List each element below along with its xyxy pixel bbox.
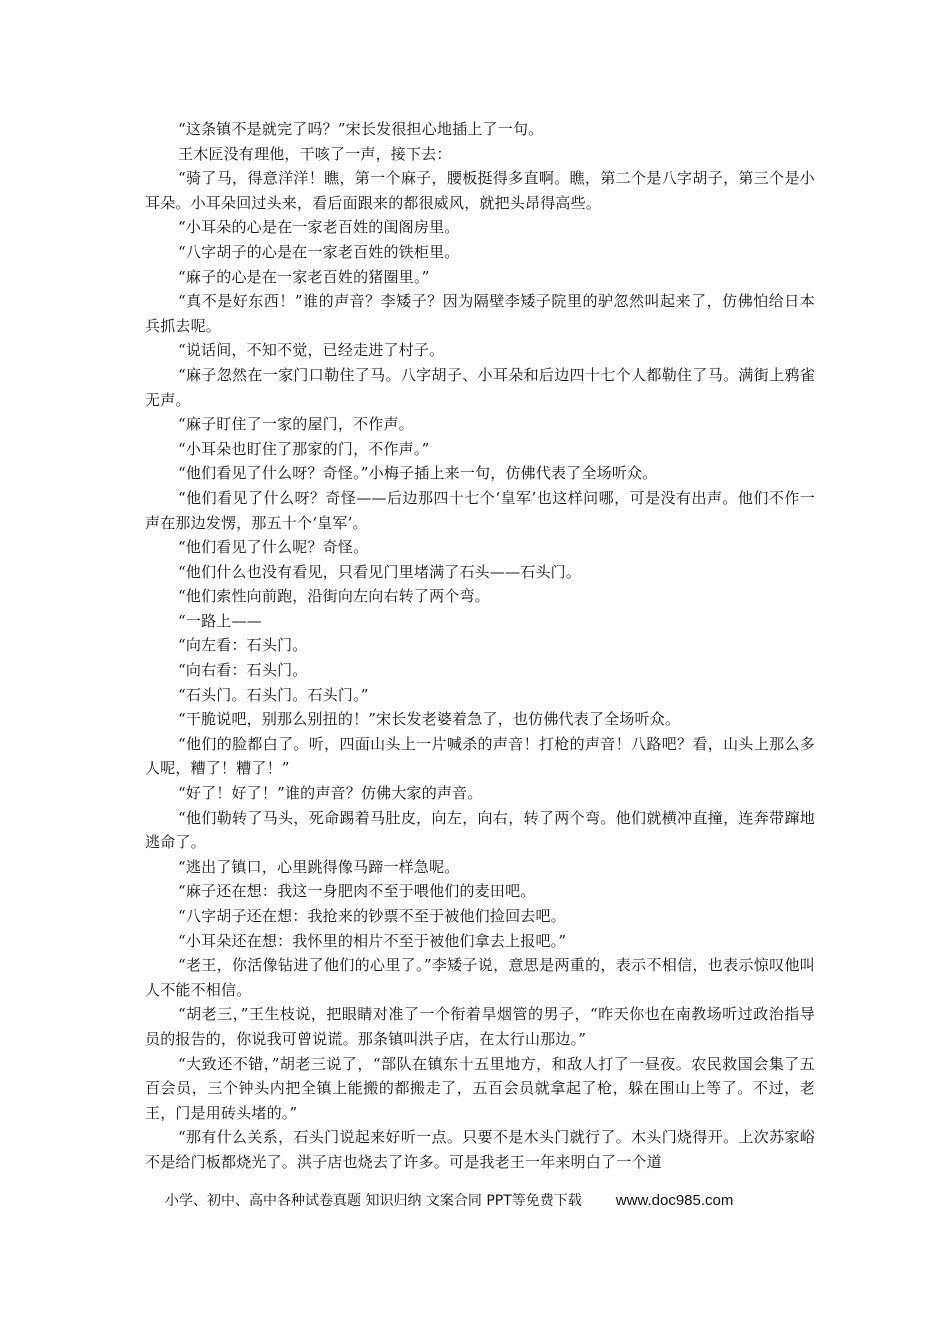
paragraph: “他们看见了什么呀？奇怪——后边那四十七个‘皇军’也这样问哪，可是没有出声。他们不作一声在那边发愣，那五十个‘皇军’。 (145, 488, 815, 532)
paragraph: “小耳朵还在想：我怀里的相片不至于被他们拿去上报吧。” (178, 931, 567, 950)
paragraph: “麻子的心是在一家老百姓的猪圈里。” (178, 267, 430, 286)
paragraph: “这条镇不是就完了吗？”宋长发很担心地插上了一句。 (178, 120, 544, 138)
paragraph: “向左看：石头门。 (178, 636, 308, 655)
paragraph: “石头门。石头门。石头门。” (178, 685, 369, 704)
paragraph: “真不是好东西！”谁的声音？李矮子？因为隔壁李矮子院里的驴忽然叫起来了，仿佛怕给日本兵抓去呢。 (145, 292, 815, 335)
paragraph: “他们勒转了马头，死命踢着马肚皮，向左，向右，转了两个弯。他们就横冲直撞，连奔带蹿地逃命了。 (145, 808, 815, 852)
paragraph: “向右看：石头门。 (178, 661, 308, 680)
paragraph: “他们看见了什么呀？奇怪。”小梅子插上来一句，仿佛代表了全场听众。 (178, 464, 658, 483)
paragraph: “麻子忽然在一家门口勒住了马。八字胡子、小耳朵和后边四十七个人都勒住了马。满街上鸦雀无声。 (145, 365, 815, 409)
paragraph: “干脆说吧，别那么别扭的！”宋长发老婆着急了，也仿佛代表了全场听众。 (178, 710, 681, 729)
paragraph: “小耳朵的心是在一家老百姓的闺阁房里。 (178, 218, 460, 237)
paragraph: “说话间，不知不觉，已经走进了村子。 (178, 341, 445, 360)
paragraph: “麻子盯住了一家的屋门，不作声。 (178, 415, 414, 434)
paragraph: 王木匠没有理他，干咳了一声，接下去： (178, 144, 452, 163)
paragraph: “他们索性向前跑，沿街向左向右转了两个弯。 (178, 587, 490, 606)
page-footer (165, 1190, 805, 1212)
paragraph: “好了！好了！”谁的声音？仿佛大家的声音。 (178, 784, 483, 803)
paragraph: “胡老三，”王生枝说，把眼睛对准了一个衔着旱烟管的男子，“昨天你也在南教场听过政治指导员的报告的，你说我可曾说谎。那条镇叫洪子店，在太行山那边。” (145, 1005, 815, 1048)
paragraph: “他们看见了什么呢？奇怪。 (178, 538, 369, 557)
footer-url: www.doc985.com (615, 1192, 734, 1209)
paragraph: “麻子还在想：我这一身肥肉不至于喂他们的麦田吧。 (178, 882, 536, 901)
paragraph: “八字胡子的心是在一家老百姓的铁柜里。 (178, 242, 460, 261)
paragraph: “他们的脸都白了。听，四面山头上一片喊杀的声音！打枪的声音！八路吧？看，山头上那么多人呢，糟了！糟了！” (145, 734, 815, 778)
paragraph: “老王，你活像钻进了他们的心里了。”李矮子说，意思是两重的，表示不相信，也表示惊叹他叫人不能不相信。 (145, 956, 815, 999)
paragraph: “大致还不错，”胡老三说了，“部队在镇东十五里地方，和敌人打了一昼夜。农民救国会集了五百会员，三个钟头内把全镇上能搬的都搬走了，五百会员就拿起了枪，躲在围山上等了。不过，老王，门是用砖头堵的。” (145, 1054, 815, 1122)
paragraph: “八字胡子还在想：我抢来的钞票不至于被他们捡回去吧。 (178, 907, 566, 925)
paragraph: “他们什么也没有看见，只看见门里堵满了石头——石头门。 (178, 562, 582, 581)
paragraph: “骑了马，得意洋洋！瞧，第一个麻子，腰板挺得多直啊。瞧，第二个是八字胡子，第三个是小耳朵。小耳朵回过头来，看后面跟来的都很威风，就把头昂得高些。 (145, 169, 815, 212)
paragraph: “那有什么关系，石头门说起来好听一点。只要不是木头门就行了。木头门烧得开。上次苏家峪不是给门板都烧光了。洪子店也烧去了许多。可是我老王一年来明白了一个道 (145, 1128, 815, 1171)
footer-tagline: 小学、初中、高中各种试卷真题 知识归纳 文案合同 PPT等免费下载 (165, 1193, 582, 1209)
paragraph: “一路上—— (178, 611, 262, 630)
article-body (145, 117, 815, 1175)
paragraph: “小耳朵也盯住了那家的门，不作声。” (178, 439, 430, 458)
paragraph: “逃出了镇口，心里跳得像马蹄一样急呢。 (178, 857, 460, 876)
